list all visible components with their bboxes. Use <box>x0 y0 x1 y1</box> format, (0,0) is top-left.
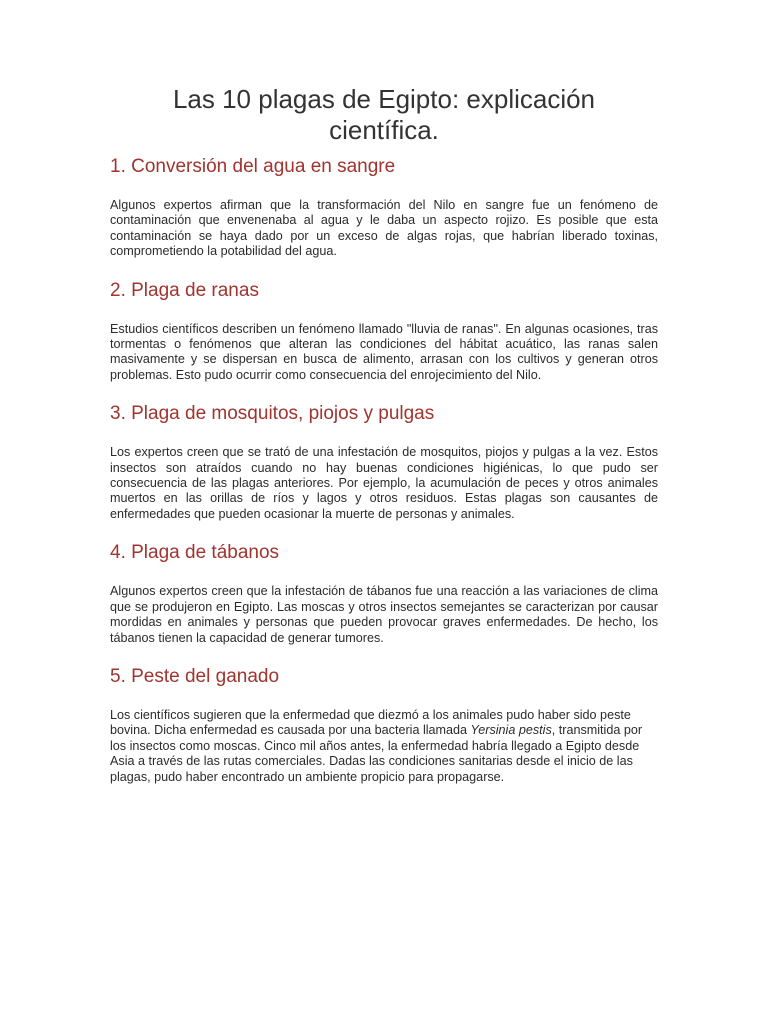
document-title: Las 10 plagas de Egipto: explicación científica. <box>172 84 596 145</box>
section-body: Estudios científicos describen un fenómeno llamado "lluvia de ranas". En algunas ocasiones, tras tormentas o fenómenos que alteran las condiciones del hábitat acuático, las ranas salen masivamente y se dispersan en busca de alimento, arrasan con los cultivos y generan otros problemas. Esto pudo ocurrir como consecuencia del enrojecimiento del Nilo. <box>110 321 658 382</box>
section-heading: 2. Plaga de ranas <box>110 279 259 301</box>
section-heading: 5. Peste del ganado <box>110 665 280 687</box>
section-body <box>110 708 658 785</box>
section-body: Algunos expertos creen que la infestación de tábanos fue una reacción a las variaciones de clima que se produjeron en Egipto. Las moscas y otros insectos semejantes se caracterizan por causar mordidas en animales y personas que pueden provocar graves enfermedades. De hecho, los tábanos tienen la capacidad de generar tumores. <box>110 584 658 645</box>
section-mosquitoes-lice-fleas <box>110 402 658 522</box>
section-heading: 1. Conversión del agua en sangre <box>110 156 396 177</box>
section-heading: 3. Plaga de mosquitos, piojos y pulgas <box>110 403 435 425</box>
section-body-text: , transmitida por los insectos como moscas. Cinco mil años antes, la enfermedad habría llegado a Egipto desde Asia a través de las rutas comerciales. Dadas las condiciones sanitarias desde el inicio de las plagas, pudo haber encontrado un ambiente propicio para propagarse. <box>110 723 643 784</box>
section-frogs <box>110 279 658 384</box>
section-body: Los expertos creen que se trató de una infestación de mosquitos, piojos y pulgas a la vez. Estos insectos son atraídos cuando no hay buenas condiciones higiénicas, lo que pudo ser consecuencia de las plagas anteriores. Por ejemplo, la acumulación de peces y otros animales muertos en las orillas de ríos y lagos y otros residuos. Estas plagas son causantes de enfermedades que pueden ocasionar la muerte de personas y animales. <box>110 445 658 521</box>
section-body-text: Los científicos sugieren que la enfermedad que diezmó a los animales pudo haber sido peste bovina. Dicha enfermedad es causada por una bacteria llamada <box>110 707 631 738</box>
section-water-to-blood <box>110 155 658 260</box>
species-name: Yersinia pestis <box>470 723 552 738</box>
section-livestock-plague <box>110 665 658 785</box>
section-body: Algunos expertos afirman que la transformación del Nilo en sangre fue un fenómeno de contaminación que envenenaba al agua y le daba un aspecto rojizo. Es posible que esta contaminación se haya dado por un exceso de algas rojas, que habrían liberado toxinas, comprometiendo la potabilidad del agua. <box>110 198 658 259</box>
section-heading: 4. Plaga de tábanos <box>110 542 280 564</box>
section-horseflies <box>110 541 658 646</box>
document-page <box>110 84 658 785</box>
